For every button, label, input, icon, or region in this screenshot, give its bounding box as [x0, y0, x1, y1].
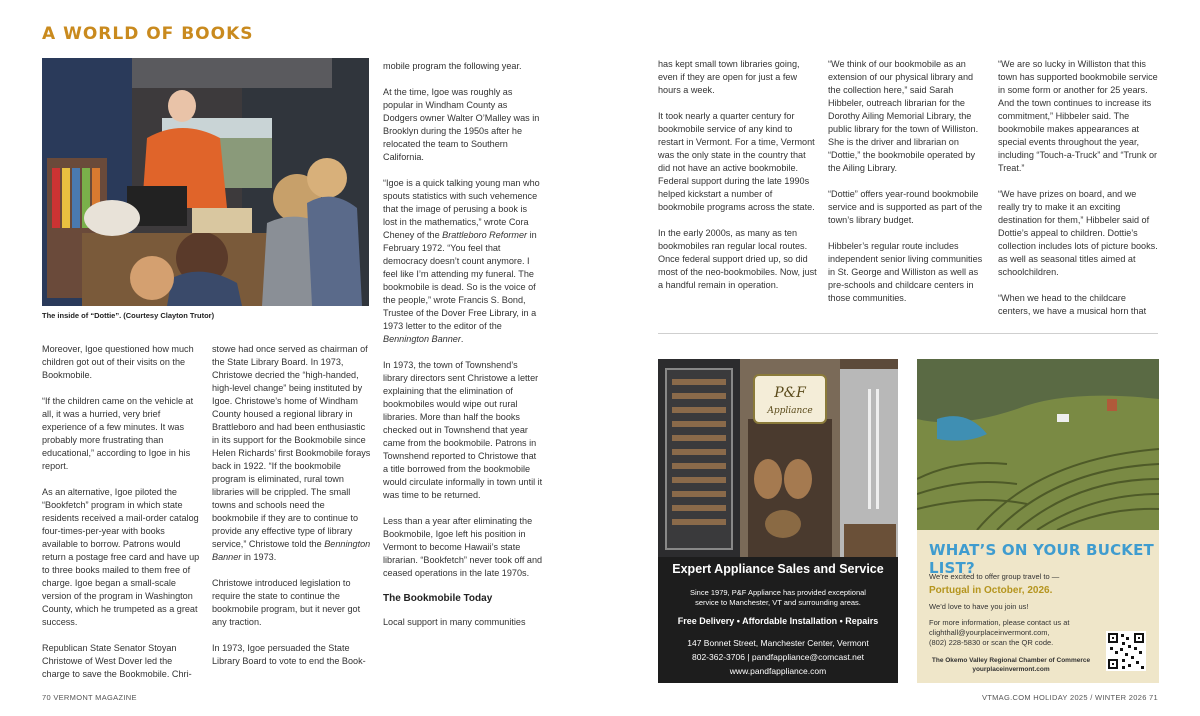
ad-org: The Okemo Valley Regional Chamber of Commerce — [931, 657, 1091, 664]
paragraph: “We are so lucky in Williston that this town has supported bookmobile service in some form or another for 25 years. And the town continues to increase its commitment,” Hibbeler said. The bookmobile makes appearances at special events throughout the year, including “Touch-a-Truck” and “Trunk or Treat.” — [998, 59, 1158, 173]
photo-illustration — [42, 58, 369, 306]
ad-email[interactable]: clighthall@yourplaceinvermont.com, — [929, 628, 1050, 637]
article-column-2 — [212, 343, 372, 668]
travel-ad[interactable] — [917, 359, 1159, 683]
paragraph: In 1973, Igoe persuaded the State Library Board to vote to end the Book- — [212, 643, 366, 666]
paragraph: mobile program the following year. — [383, 61, 522, 71]
paragraph: “When we head to the childcare centers, we have a musical horn that — [998, 293, 1147, 316]
paragraph: Moreover, Igoe questioned how much children got out of their visits on the Bookmobile. — [42, 344, 194, 380]
text-run: in February 1972. “You feel that democracy doesn’t count anymore. I feel like I’m attending my funeral. The bookmobile is dead. So is the voice of the people,” wrote Francis S. Bond, Trustee of the Dover Free Library, in a 1973 letter to the editor of the — [383, 230, 537, 331]
logo-text-2: Appliance — [767, 406, 813, 416]
text-run: stowe had once served as chairman of the State Library Board. In 1973, Christowe decried the “high-handed, high-level change” being instituted by Igoe. Christowe’s home of Windham County housed a regional library in Brattleboro and had been enthusiastic in its support for the Bookmobile since Helen Richards’ first Bookmobile forays back in 1922. “If the bookmobile program is eliminated, rural town libraries will be crippled. The small towns and schools need the bookmobile if they are to continue to provide any effective type of library service,” Christowe told the — [212, 344, 371, 549]
ad-website-link[interactable]: www.pandfappliance.com — [729, 666, 827, 676]
ad-text: service to Manchester, VT and surrounding areas. — [695, 598, 861, 607]
paragraph: Local support in many communities — [383, 617, 526, 627]
subheading: The Bookmobile Today — [383, 593, 493, 604]
publication-name: Bennington Banner — [212, 539, 371, 562]
kitchen-illustration — [658, 359, 898, 557]
text-run: “Igoe is a quick talking young man who spouts statistics with such vehemence that the image of perusing a book is lost in the mathematics,” wrote Cora Cheney of the — [383, 178, 540, 240]
photo-caption: The inside of “Dottie”. (Courtesy Clayton Trutor) — [42, 311, 215, 320]
paragraph: Hibbeler’s regular route includes independent senior living communities in St. George and Williston as well as pre-schools and childcare centers in those communities. — [828, 241, 983, 303]
article-column-5 — [828, 58, 988, 305]
ad-features: Free Delivery • Affordable Installation • Repairs — [677, 616, 879, 626]
ad-text: We’re excited to offer group travel to — — [929, 572, 1060, 581]
vineyard-illustration — [917, 359, 1159, 530]
paragraph: In 1973, the town of Townshend’s library directors sent Christowe a letter explaining that the elimination of bookmobiles would wipe out rural libraries. More than half the books checked out in Townshend that year came from the bookmobile. Patrons in Townshend reported to Christowe that a title borrowed from the bookmobile would circulate informally in town until it was time to be returned. — [383, 360, 543, 500]
article-column-6 — [998, 58, 1158, 318]
paragraph: In the early 2000s, as many as ten bookmobiles ran regular local routes. Once federal support dried up, so did most of the neo-bookmobiles. Now, just a handful remain in operation. — [658, 228, 817, 290]
ad-text: For more information, please contact us at — [929, 618, 1070, 627]
article-column-4 — [658, 58, 818, 292]
ad-headline: WHAT’S ON YOUR BUCKET LIST? — [929, 541, 1154, 577]
ad-text: Since 1979, P&F Appliance has provided exceptional — [690, 588, 866, 597]
appliance-ad[interactable] — [658, 359, 898, 683]
paragraph: As an alternative, Igoe piloted the “Bookfetch” program in which state residents received a mail-order catalog four-times-per-year with books available to borrow. Patrons would return a postage free card and have up to three books mailed to them free of charge. Igoe began a small-scale version of the program in Washington County, which he trumpeted as a great success. — [42, 487, 200, 627]
paragraph: It took nearly a quarter century for bookmobile service of any kind to restart in Vermont. For a time, Vermont was the only state in the country that did not have an active bookmobile. Federal support during the late 1990s helped kickstart a number of bookmobile programs across the state. — [658, 111, 815, 212]
ad-text: We’d love to have you join us! — [929, 602, 1029, 611]
qr-code-icon[interactable] — [1106, 631, 1146, 671]
logo-text-1: P&F — [774, 385, 806, 401]
paragraph: At the time, Igoe was roughly as popular in Windham County as Dodgers owner Walter O’Malley was in Brooklyn during the 1950s after he relocated the team to Southern California. — [383, 87, 540, 162]
ad-org-web[interactable]: yourplaceinvermont.com — [972, 666, 1050, 673]
ad-text: (802) 228-5830 or scan the QR code. — [929, 638, 1054, 647]
ad-destination: Portugal in October, 2026. — [929, 585, 1053, 596]
paragraph: “Dottie” offers year-round bookmobile service and is supported as part of the town’s library budget. — [828, 189, 983, 225]
text-run: in 1973. — [241, 552, 277, 562]
paragraph: Republican State Senator Stoyan Christowe of West Dover led the charge to save the Bookmobile. Chri- — [42, 643, 192, 679]
article-column-3 — [383, 60, 543, 629]
bookmobile-interior-photo — [42, 58, 369, 306]
kitchen-photo — [658, 359, 898, 557]
paragraph: “If the children came on the vehicle at all, it was a hurried, very brief experience of a few minutes. It was probably more frustrating than educational,” according to Igoe in his report. — [42, 396, 194, 471]
footer-left: 70 VERMONT MAGAZINE — [42, 693, 137, 702]
paragraph: Christowe introduced legislation to require the state to continue the bookmobile program, but it never got any traction. — [212, 578, 361, 627]
publication-name: Bennington Banner — [383, 334, 461, 344]
ad-address: 147 Bonnet Street, Manchester Center, Vermont — [687, 638, 869, 648]
footer-right: VTMAG.COM HOLIDAY 2025 / WINTER 2026 71 — [981, 693, 1158, 702]
publication-name: Brattleboro Reformer — [442, 230, 528, 240]
paragraph: has kept small town libraries going, even if they are open for just a few hours a week. — [658, 59, 800, 95]
paragraph: “We think of our bookmobile as an extension of our physical library and the collection here,” said Sarah Hibbeler, outreach librarian for the Dorothy Ailing Memorial Library, the public library for the town of Williston. She is the driver and librarian on “Dottie,” the bookmobile operated by the Ailing Library. — [828, 59, 979, 173]
text-run: . — [460, 334, 464, 344]
paragraph: “We have prizes on board, and we really try to make it an exciting destination for them,” Hibbeler said of Dottie’s appeal to children. Dottie’s collection includes lots of picture books. as well as seasonal titles aimed at schoolchildren. — [998, 189, 1158, 277]
ad-contact[interactable]: 802-362-3706 | pandfappliance@comcast.net — [692, 652, 864, 662]
article-column-1 — [42, 343, 202, 681]
paragraph: Less than a year after eliminating the Bookmobile, Igoe left his position in Vermont to become Hawaii’s state librarian. “Bookfetch” never took off and ceased operations in the late 1970s. — [383, 516, 543, 578]
paragraph — [212, 343, 372, 564]
paragraph — [383, 177, 543, 346]
divider — [658, 333, 1158, 334]
section-title: A WORLD OF BOOKS — [42, 24, 254, 44]
ad-headline: Expert Appliance Sales and Service — [672, 562, 884, 576]
vineyard-photo — [917, 359, 1159, 530]
